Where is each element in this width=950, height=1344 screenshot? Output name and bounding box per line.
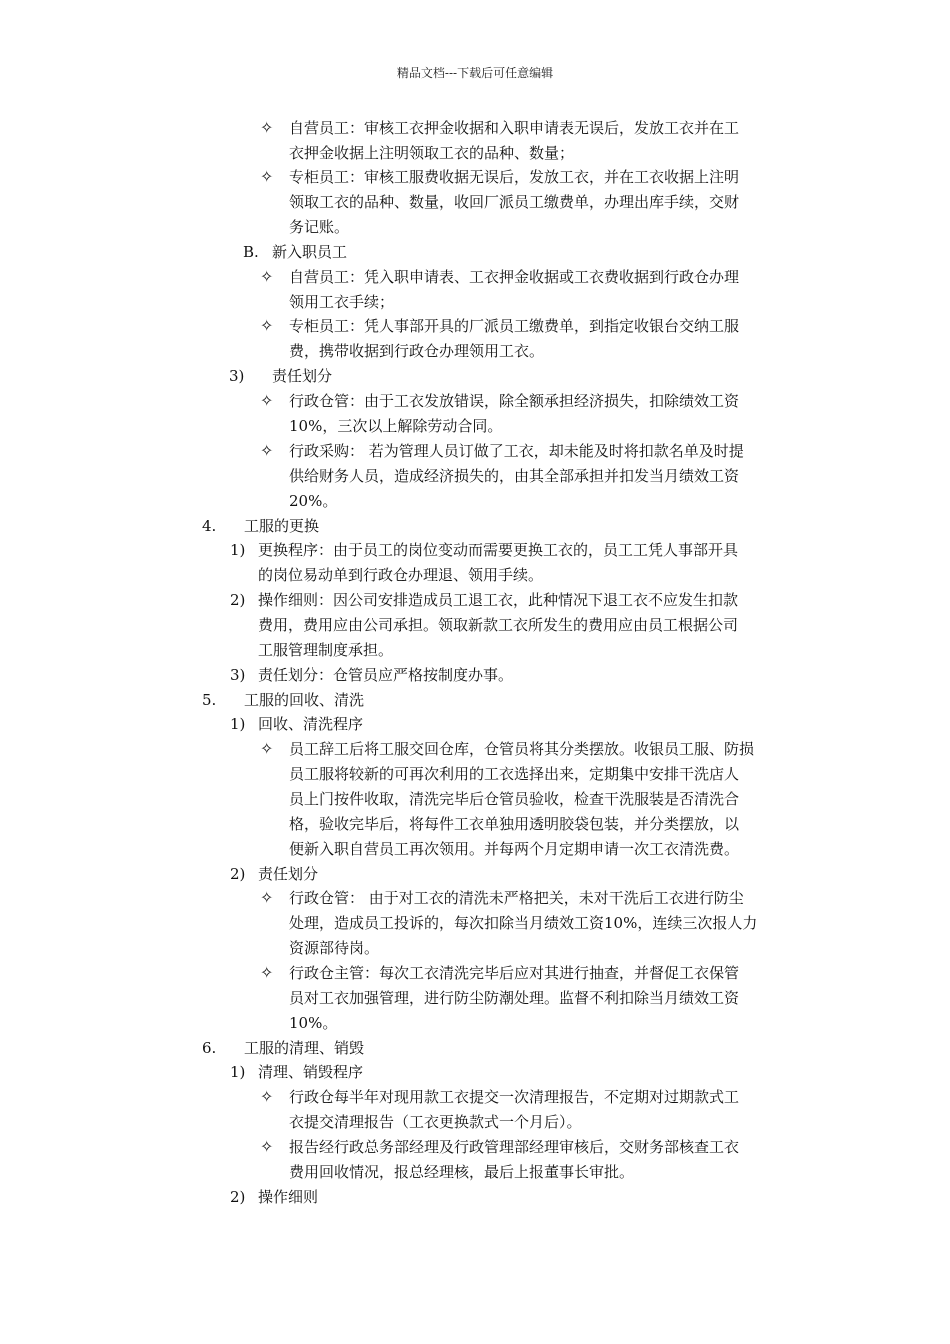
text-line: 更换程序：由于员工的岗位变动而需要更换工衣的，员工工凭人事部开具 [258, 541, 739, 559]
bullet-diamond-icon: ✧ [260, 316, 274, 335]
bullet-diamond-icon: ✧ [260, 167, 274, 186]
list-marker: 2) [230, 591, 246, 609]
text-line: 责任划分 [272, 367, 333, 385]
page-header: 精品文档---下载后可任意编辑 [396, 66, 554, 80]
list-marker: 1) [230, 715, 246, 733]
text-line: 新入职员工 [272, 243, 348, 261]
text-line: 衣提交清理报告（工衣更换款式一个月后）。 [289, 1113, 582, 1131]
text-line: 回收、清洗程序 [258, 715, 364, 733]
text-line: 工服的回收、清洗 [244, 691, 365, 709]
list-marker: 3) [230, 666, 246, 684]
text-line: 自营员工：审核工衣押金收据和入职申请表无误后，发放工衣并在工 [289, 119, 740, 137]
text-line: 行政仓每半年对现用款工衣提交一次清理报告，不定期对过期款式工 [289, 1088, 740, 1106]
text-line: 行政采购： 若为管理人员订做了工衣，却未能及时将扣款名单及时提 [289, 442, 744, 460]
text-line: 员工辞工后将工服交回仓库，仓管员将其分类摆放。收银员工服、防损 [289, 740, 755, 758]
text-line: 供给财务人员，造成经济损失的，由其全部承担并扣发当月绩效工资 [289, 467, 740, 485]
text-line: 领取工衣的品种、数量，收回厂派员工缴费单，办理出库手续，交财 [289, 193, 740, 211]
bullet-diamond-icon: ✧ [260, 1137, 274, 1156]
text-line: 10%，三次以上解除劳动合同。 [289, 417, 503, 435]
text-line: 资源部待岗。 [289, 939, 380, 957]
list-marker: 4. [202, 517, 217, 535]
text-line: 操作细则：因公司安排造成员工退工衣，此种情况下退工衣不应发生扣款 [258, 591, 739, 609]
list-marker: 6. [202, 1039, 217, 1057]
text-line: 专柜员工：凭人事部开具的厂派员工缴费单，到指定收银台交纳工服 [289, 317, 740, 335]
bullet-diamond-icon: ✧ [260, 888, 274, 907]
bullet-diamond-icon: ✧ [260, 267, 274, 286]
text-line: 格，验收完毕后，将每件工衣单独用透明胶袋包装，并分类摆放，以 [289, 815, 740, 833]
text-line: 责任划分 [258, 865, 319, 883]
text-line: 处理，造成员工投诉的，每次扣除当月绩效工资10%，连续三次报人力 [289, 914, 758, 932]
text-line: 10%。 [289, 1014, 338, 1032]
bullet-diamond-icon: ✧ [260, 118, 274, 137]
text-line: 行政仓管：由于工衣发放错误，除全额承担经济损失，扣除绩效工资 [289, 392, 740, 410]
text-line: 的岗位易动单到行政仓办理退、领用手续。 [258, 566, 544, 584]
text-line: 费用，费用应由公司承担。领取新款工衣所发生的费用应由员工根据公司 [258, 616, 739, 634]
bullet-diamond-icon: ✧ [260, 1087, 274, 1106]
text-line: 自营员工：凭入职申请表、工衣押金收据或工衣费收据到行政仓办理 [289, 268, 740, 286]
text-line: 员工服将较新的可再次利用的工衣选择出来，定期集中安排干洗店人 [289, 765, 740, 783]
text-line: 工服的更换 [244, 517, 320, 535]
list-marker: B. [243, 243, 259, 261]
text-line: 务记账。 [289, 218, 350, 236]
text-line: 费用回收情况，报总经理核，最后上报董事长审批。 [289, 1163, 635, 1181]
text-line: 便新入职自营员工再次领用。并每两个月定期申请一次工衣清洗费。 [289, 840, 740, 858]
list-marker: 2) [230, 1188, 246, 1206]
bullet-diamond-icon: ✧ [260, 441, 274, 460]
text-line: 费，携带收据到行政仓办理领用工衣。 [289, 342, 545, 360]
text-line: 责任划分：仓管员应严格按制度办事。 [258, 666, 514, 684]
text-line: 工服管理制度承担。 [258, 641, 394, 659]
text-line: 操作细则 [258, 1188, 319, 1206]
text-line: 20%。 [289, 492, 338, 510]
list-marker: 1) [230, 1063, 246, 1081]
text-line: 领用工衣手续； [289, 293, 395, 311]
list-marker: 5. [202, 691, 217, 709]
text-line: 员上门按件收取，清洗完毕后仓管员验收，检查干洗服装是否清洗合 [289, 790, 740, 808]
bullet-diamond-icon: ✧ [260, 739, 274, 758]
bullet-diamond-icon: ✧ [260, 391, 274, 410]
text-line: 衣押金收据上注明领取工衣的品种、数量； [289, 144, 575, 162]
bullet-diamond-icon: ✧ [260, 963, 274, 982]
text-line: 员对工衣加强管理，进行防尘防潮处理。监督不利扣除当月绩效工资 [289, 989, 740, 1007]
text-line: 工服的清理、销毁 [244, 1039, 365, 1057]
text-line: 报告经行政总务部经理及行政管理部经理审核后，交财务部核查工衣 [289, 1138, 740, 1156]
text-line: 行政仓管： 由于对工衣的清洗未严格把关，未对干洗后工衣进行防尘 [289, 889, 744, 907]
text-line: 专柜员工：审核工服费收据无误后，发放工衣，并在工衣收据上注明 [289, 168, 740, 186]
list-marker: 3) [229, 367, 245, 385]
list-marker: 1) [230, 541, 246, 559]
list-marker: 2) [230, 865, 246, 883]
text-line: 行政仓主管：每次工衣清洗完毕后应对其进行抽查，并督促工衣保管 [289, 964, 740, 982]
text-line: 清理、销毁程序 [258, 1063, 364, 1081]
